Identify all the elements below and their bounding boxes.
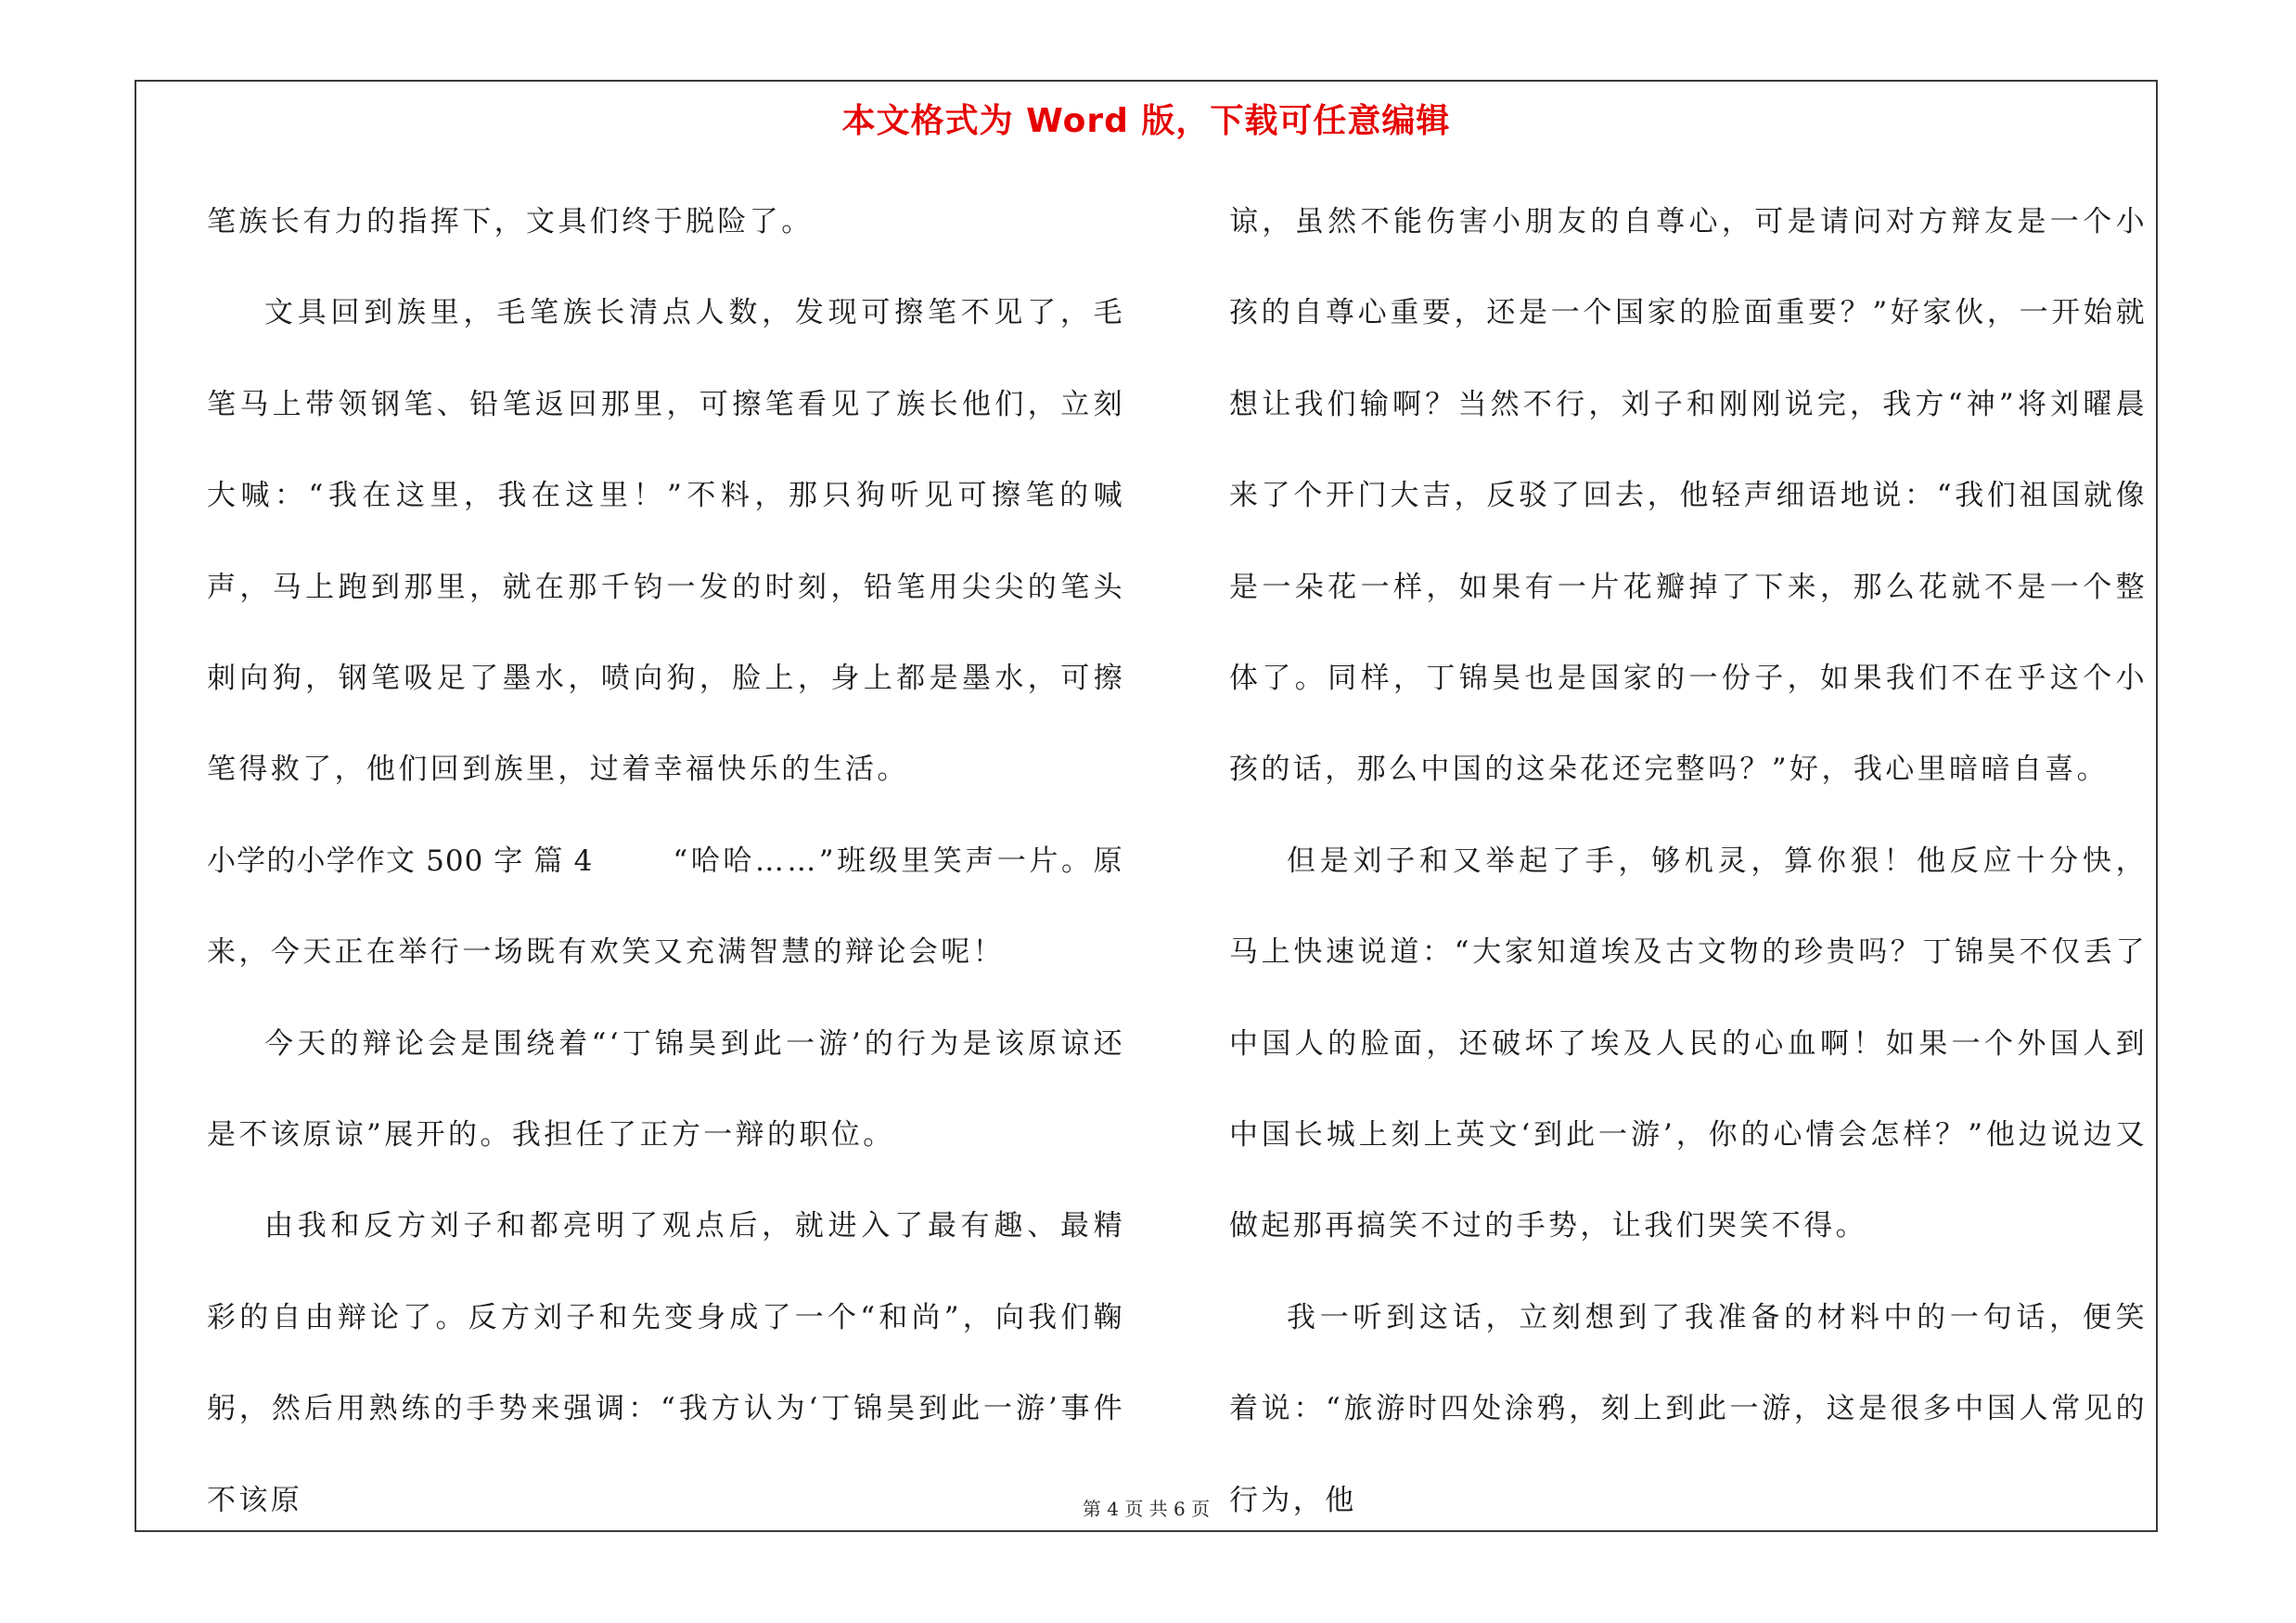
essay-heading: 小学的小学作文 500 字 篇 4 [207, 844, 594, 878]
right-column [1229, 176, 2148, 1546]
paragraph: 我一听到这话，立刻想到了我准备的材料中的一句话，便笑着说：“旅游时四处涂鸦，刻上到此一游，这是很多中国人常见的行为，他 [1229, 1300, 2148, 1517]
paragraph: 由我和反方刘子和都亮明了观点后，就进入了最有趣、最精彩的自由辩论了。反方刘子和先变身成了一个“和尚”，向我们鞠躬，然后用熟练的手势来强调：“我方认为‘丁锦昊到此一游’事件不该原 [207, 1209, 1125, 1517]
page-frame [135, 80, 2158, 1532]
paragraph: 笔族长有力的指挥下，文具们终于脱险了。 [207, 205, 814, 238]
paragraph: 文具回到族里，毛笔族长清点人数，发现可擦笔不见了，毛笔马上带领钢笔、铅笔返回那里，可擦笔看见了族长他们，立刻大喊：“我在这里，我在这里！”不料，那只狗听见可擦笔的喊声，马上跑到那里，就在那千钧一发的时刻，铅笔用尖尖的笔头刺向狗，钢笔吸足了墨水，喷向狗，脸上，身上都是墨水，可擦笔得救了，他们回到族里，过着幸福快乐的生活。 [207, 296, 1125, 787]
page-number-footer: 第 4 页 共 6 页 [1082, 1498, 1211, 1520]
paragraph-text: “哈哈……”班级里笑声一片。原来，今天正在举行一场既有欢笑又充满智慧的辩论会呢！ [207, 844, 1125, 970]
essay-heading-paragraph [207, 816, 1125, 998]
paragraph: 谅，虽然不能伤害小朋友的自尊心，可是请问对方辩友是一个小孩的自尊心重要，还是一个国家的脸面重要？”好家伙，一开始就想让我们输啊？当然不行，刘子和刚刚说完，我方“神”将刘曜晨来了个开门大吉，反驳了回去，他轻声细语地说：“我们祖国就像是一朵花一样，如果有一片花瓣掉了下来，那么花就不是一个整体了。同样，丁锦昊也是国家的一份子，如果我们不在乎这个小孩的话，那么中国的这朵花还完整吗？”好，我心里暗暗自喜。 [1229, 205, 2148, 787]
format-banner: 本文格式为 Word 版，下载可任意编辑 [841, 102, 1451, 140]
left-column [207, 176, 1125, 1546]
paragraph: 今天的辩论会是围绕着“‘丁锦昊到此一游’的行为是该原谅还是不该原谅”展开的。我担任了正方一辩的职位。 [207, 1026, 1125, 1153]
paragraph: 但是刘子和又举起了手，够机灵，算你狠！他反应十分快，马上快速说道：“大家知道埃及古文物的珍贵吗？丁锦昊不仅丢了中国人的脸面，还破坏了埃及人民的心血啊！如果一个外国人到中国长城上刻上英文‘到此一游’，你的心情会怎样？”他边说边又做起那再搞笑不过的手势，让我们哭笑不得。 [1229, 844, 2148, 1243]
